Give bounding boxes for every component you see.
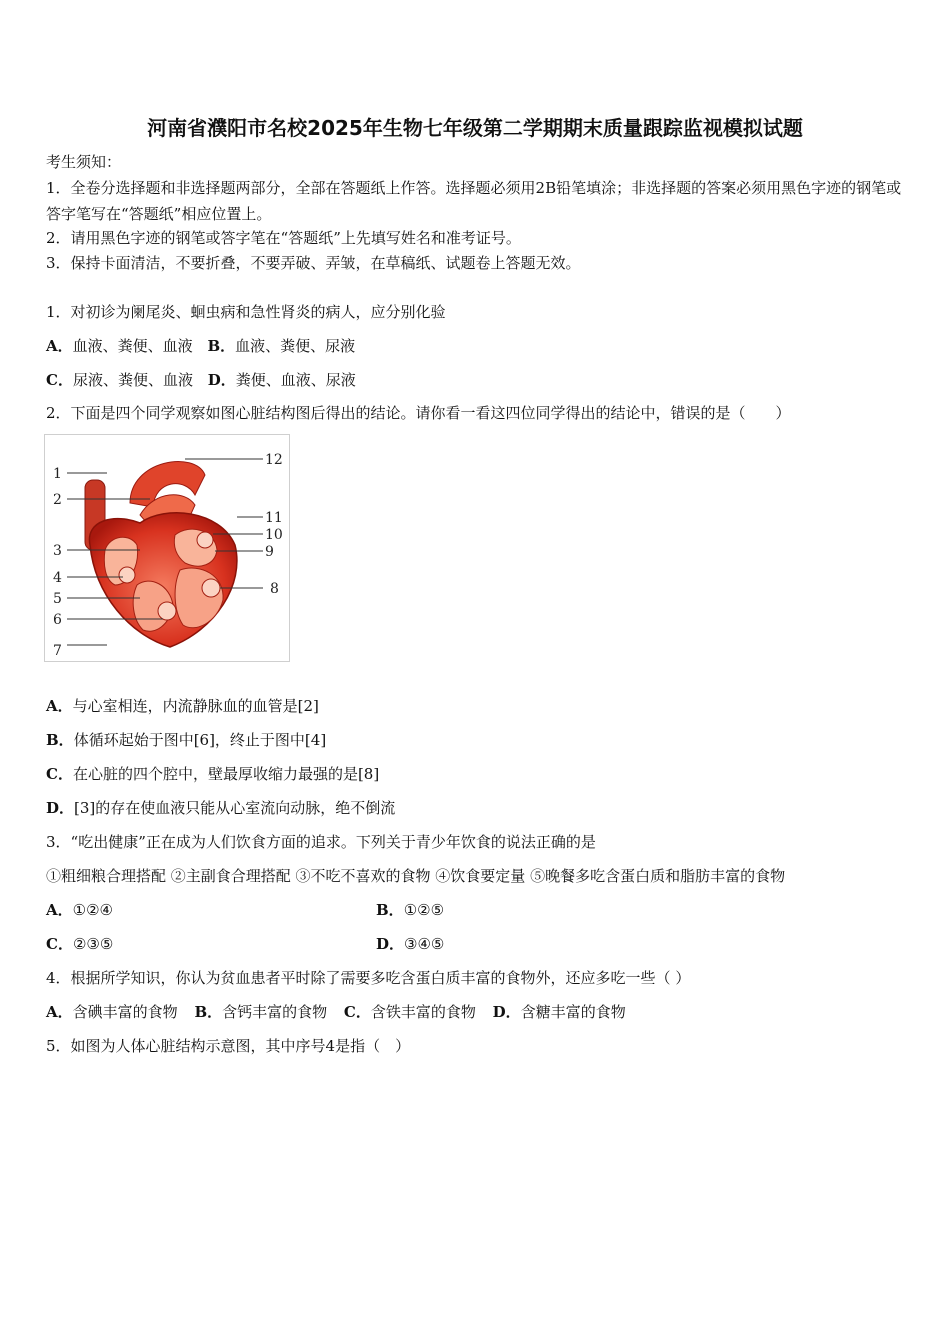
- fig-label-11: 11: [265, 510, 283, 526]
- fig-label-1: 1: [53, 466, 62, 482]
- fig-label-12: 12: [265, 452, 283, 468]
- q3-option-b: [376, 900, 444, 920]
- fig-label-10: 10: [265, 527, 283, 543]
- q2-option-a-text: 与心室相连，内流静脉血的血管是[2]: [72, 697, 319, 715]
- heart-structure-figure: [44, 434, 290, 662]
- q2-option-d: [46, 798, 395, 818]
- q3-option-d-label: D．: [376, 935, 405, 953]
- q1-options-row-1: [46, 336, 355, 356]
- valve-circle-8: [202, 579, 220, 597]
- q2-option-a-label: A．: [46, 697, 73, 715]
- fig-label-5: 5: [53, 591, 62, 607]
- valve-circle-10: [197, 532, 213, 548]
- q3-option-b-label: B．: [376, 901, 404, 919]
- fig-label-4: 4: [53, 570, 62, 586]
- heart-diagram: [45, 435, 289, 661]
- q1-option-d-label: D．: [207, 371, 236, 389]
- q3-option-a: [46, 900, 113, 920]
- q2-option-a: [46, 696, 319, 716]
- q2-stem: 2．下面是四个同学观察如图心脏结构图后得出的结论。请你看一看这四位同学得出的结论中，错误的是（ ）: [46, 404, 791, 422]
- q3-option-c-label: C．: [46, 935, 73, 953]
- q3-option-c: [46, 934, 113, 954]
- q4-option-b-label: B．: [194, 1003, 223, 1021]
- q2-option-b: [46, 730, 326, 750]
- q5-stem: 5．如图为人体心脏结构示意图，其中序号4是指（ ）: [46, 1037, 411, 1055]
- q4-option-c-text: 含铁丰富的食物: [370, 1003, 476, 1021]
- q2-option-c: [46, 764, 379, 784]
- notice-item-1: 1．全卷分选择题和非选择题两部分，全部在答题纸上作答。选择题必须用2B铅笔填涂；非选择题的答案必须用黑色字迹的钢笔或答字笔写在“答题纸”相应位置上。: [46, 179, 902, 223]
- q1-stem: 1．对初诊为阑尾炎、蛔虫病和急性肾炎的病人，应分别化验: [46, 303, 446, 321]
- q4-option-b-text: 含钙丰富的食物: [222, 1003, 328, 1021]
- q3-option-a-text: ①②④: [72, 901, 113, 919]
- q4-option-a-label: A．: [46, 1003, 73, 1021]
- q1-option-b-label: B．: [207, 337, 236, 355]
- q1-options-row-2: [46, 370, 356, 390]
- q2-option-d-label: D．: [46, 799, 75, 817]
- q2-option-b-text: 体循环起始于图中[6]，终止于图中[4]: [73, 731, 327, 749]
- q3-stem: 3．“吃出健康”正在成为人们饮食方面的追求。下列关于青少年饮食的说法正确的是: [46, 833, 596, 851]
- page-title: 河南省濮阳市名校2025年生物七年级第二学期期末质量跟踪监视模拟试题: [147, 116, 803, 140]
- q4-option-d-label: D．: [492, 1003, 521, 1021]
- fig-label-3: 3: [53, 543, 62, 559]
- q2-option-c-text: 在心脏的四个腔中，壁最厚收缩力最强的是[8]: [72, 765, 380, 783]
- q2-option-d-text: [3]的存在使血液只能从心室流向动脉，绝不倒流: [74, 799, 396, 817]
- q3-items: ①粗细粮合理搭配 ②主副食合理搭配 ③不吃不喜欢的食物 ④饮食要定量 ⑤晚餐多吃含蛋白质和脂肪丰富的食物: [46, 867, 786, 885]
- q2-option-c-label: C．: [46, 765, 73, 783]
- notice-item-3: 3．保持卡面清洁，不要折叠，不要弄破、弄皱，在草稿纸、试题卷上答题无效。: [46, 254, 581, 272]
- notice-item-2: 2．请用黑色字迹的钢笔或答字笔在“答题纸”上先填写姓名和准考证号。: [46, 229, 521, 247]
- q4-option-d-text: 含糖丰富的食物: [520, 1003, 626, 1021]
- notice-heading: 考生须知：: [46, 153, 122, 171]
- q4-option-c-label: C．: [343, 1003, 371, 1021]
- valve-circle-6: [158, 602, 176, 620]
- fig-label-7: 7: [53, 643, 62, 659]
- q3-option-b-text: ①②⑤: [403, 901, 445, 919]
- q2-option-b-label: B．: [46, 731, 74, 749]
- fig-label-8: 8: [270, 581, 279, 597]
- fig-label-2: 2: [53, 492, 62, 508]
- q3-option-d: [376, 934, 444, 954]
- q1-option-c-label: C．: [46, 371, 73, 389]
- q1-option-a-label: A．: [46, 337, 73, 355]
- q3-option-a-label: A．: [46, 901, 73, 919]
- q1-option-d: 粪便、血液、尿液: [235, 371, 356, 389]
- q4-option-a-text: 含碘丰富的食物: [72, 1003, 178, 1021]
- q3-option-c-text: ②③⑤: [72, 935, 114, 953]
- q1-option-c: 尿液、粪便、血液: [72, 371, 193, 389]
- q1-option-b: 血液、粪便、尿液: [235, 337, 356, 355]
- q1-option-a: 血液、粪便、血液: [72, 337, 193, 355]
- q3-option-d-text: ③④⑤: [404, 935, 445, 953]
- valve-circle-4: [119, 567, 135, 583]
- fig-label-6: 6: [53, 612, 62, 628]
- q4-options-row: [46, 1002, 626, 1022]
- fig-label-9: 9: [265, 544, 274, 560]
- q4-stem: 4．根据所学知识，你认为贫血患者平时除了需要多吃含蛋白质丰富的食物外，还应多吃一些（ ）: [46, 969, 691, 987]
